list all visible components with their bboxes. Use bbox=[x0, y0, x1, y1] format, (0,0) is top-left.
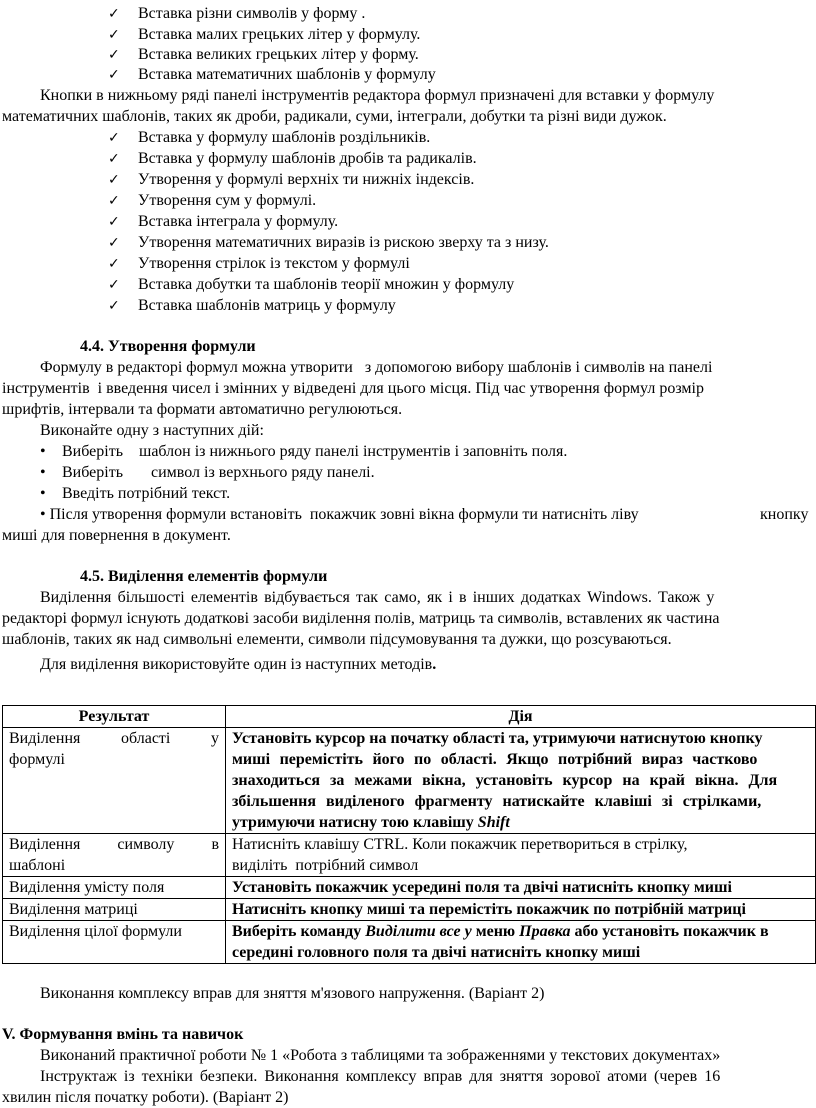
bullet-icon: • bbox=[40, 464, 46, 481]
cell-word: області bbox=[121, 730, 171, 747]
cell-line: збільшення виділеного фрагменту натискайте клавіші зі стрілками, bbox=[232, 793, 762, 810]
table-row bbox=[3, 834, 816, 877]
paragraph-line: • Після утворення формули встановіть покажчик зовні вікна формули ти натисніть ліву bbox=[40, 506, 639, 523]
section-heading: 4.5. Виділення елементів формули bbox=[80, 568, 328, 585]
checkmark-icon: ✓ bbox=[108, 193, 120, 209]
checkmark-icon: ✓ bbox=[108, 214, 120, 230]
paragraph-line: Формулу в редакторі формул можна утворити з допомогою вибору шаблонів і символів на панелі bbox=[40, 359, 713, 376]
checkmark-icon: ✓ bbox=[108, 151, 120, 167]
cell-line: знаходиться за межами вікна, установіть курсор на край вікна. Для bbox=[232, 772, 778, 789]
methods-table bbox=[2, 705, 816, 964]
cell-text: або установіть покажчик в bbox=[570, 923, 769, 940]
cell-line bbox=[232, 812, 809, 833]
section-heading: V. Формування вмінь та навичок bbox=[2, 1026, 244, 1043]
cell-line: середині головного поля та двічі натисніть кнопку миші bbox=[232, 944, 641, 961]
checklist-item-text: Вставка математичних шаблонів у формулу bbox=[138, 66, 436, 83]
checklist-item-text: Утворення сум у формулі. bbox=[138, 192, 317, 209]
paragraph-line: Виконання комплексу вправ для зняття м'язового напруження. (Варіант 2) bbox=[40, 985, 545, 1002]
cell-word: у bbox=[210, 730, 219, 747]
table-cell bbox=[226, 728, 816, 834]
paragraph-period: . bbox=[432, 656, 437, 673]
checkmark-icon: ✓ bbox=[108, 130, 120, 146]
paragraph-line: Виділення більшості елементів відбувається так само, як і в інших додатках Windows. Також у bbox=[40, 589, 715, 606]
checklist-item-text: Вставка шаблонів матриць у формулу bbox=[138, 297, 396, 314]
cell-text-italic: Shift bbox=[477, 814, 510, 831]
cell-line: формулі bbox=[9, 751, 65, 768]
section-heading: 4.4. Утворення формули bbox=[80, 338, 256, 355]
paragraph-text: Для виділення використовуйте один із наступних методів bbox=[40, 656, 433, 673]
bullet-item-text: Виберіть символ із верхнього ряду панелі. bbox=[62, 464, 375, 481]
checklist-item-text: Вставка великих грецьких літер у форму. bbox=[138, 46, 419, 63]
checkmark-icon: ✓ bbox=[108, 235, 120, 251]
table-cell bbox=[226, 921, 816, 964]
paragraph-line: Виконайте одну з наступних дій: bbox=[40, 422, 264, 439]
cell-text: Виберіть команду bbox=[232, 923, 366, 940]
checkmark-icon: ✓ bbox=[108, 67, 120, 83]
bullet-item-text: Введіть потрібний текст. bbox=[62, 485, 231, 502]
paragraph-line: шаблонів, таких як над символьні елементи, символи підсумовування та дужки, що розсуваються. bbox=[2, 631, 672, 648]
table-row bbox=[3, 877, 816, 899]
table-cell: Виділення умісту поля bbox=[3, 877, 226, 899]
justified-line bbox=[40, 1067, 814, 1087]
cell-line: Натисніть клавішу CTRL. Коли покажчик перетвориться в стрілку, bbox=[232, 836, 688, 853]
checkmark-icon: ✓ bbox=[108, 27, 120, 43]
paragraph-line: хвилин після початку роботи). (Варіант 2) bbox=[2, 1089, 289, 1106]
justified-line bbox=[40, 588, 814, 608]
table-header-cell: Результат bbox=[3, 706, 226, 728]
cell-text: меню bbox=[471, 923, 520, 940]
checkmark-icon: ✓ bbox=[108, 6, 120, 22]
cell-line bbox=[232, 921, 809, 942]
checkmark-icon: ✓ bbox=[108, 298, 120, 314]
paragraph-line: математичних шаблонів, таких як дроби, радикали, суми, інтеграли, добутки та різні види дужок. bbox=[2, 108, 667, 125]
cell-line: виділіть потрібний символ bbox=[232, 857, 419, 874]
table-row bbox=[3, 899, 816, 921]
cell-word: Виділення bbox=[9, 730, 81, 747]
table-cell: Виділення цілої формули bbox=[3, 921, 226, 964]
checklist-item-text: Вставка у формулу шаблонів дробів та радикалів. bbox=[138, 150, 477, 167]
table-cell: Установіть покажчик усередині поля та двічі натисніть кнопку миші bbox=[226, 877, 816, 899]
paragraph-line: редакторі формул існують додаткові засоби виділення полів, матриць та символів, вставлених як частина bbox=[2, 610, 720, 627]
table-cell bbox=[3, 834, 226, 877]
cell-text-italic: Виділити все у bbox=[365, 923, 472, 940]
checklist-item-text: Вставка у формулу шаблонів роздільників. bbox=[138, 129, 431, 146]
checkmark-icon: ✓ bbox=[108, 47, 120, 63]
checklist-item-text: Утворення у формулі верхніх ти нижніх індексів. bbox=[138, 171, 475, 188]
table-row bbox=[3, 921, 816, 964]
checklist-item-text: Вставка малих грецьких літер у формулу. bbox=[138, 26, 421, 43]
table-cell: Натисніть кнопку миші та перемістіть покажчик по потрібній матриці bbox=[226, 899, 816, 921]
paragraph-line: Кнопки в нижньому ряді панелі інструментів редактора формул призначені для вставки у формулу bbox=[40, 87, 715, 104]
bullet-icon: • bbox=[40, 485, 46, 502]
cell-line: миші перемістіть його по області. Якщо потрібний вираз частково bbox=[232, 751, 758, 768]
checklist-item-text: Утворення стрілок із текстом у формулі bbox=[138, 255, 410, 272]
paragraph-line: інструментів і введення чисел і змінних у відведені для цього місця. Під час утворення формул розмір bbox=[2, 380, 704, 397]
table-row bbox=[3, 728, 816, 834]
paragraph-line: миші для повернення в документ. bbox=[2, 527, 231, 544]
checkmark-icon: ✓ bbox=[108, 256, 120, 272]
bullet-icon: • bbox=[40, 443, 46, 460]
cell-word: в bbox=[211, 836, 219, 853]
checkmark-icon: ✓ bbox=[108, 277, 120, 293]
table-cell bbox=[3, 728, 226, 834]
checkmark-icon: ✓ bbox=[108, 172, 120, 188]
cell-text: утримуючи натисну тою клавішу bbox=[232, 814, 478, 831]
paragraph-line bbox=[40, 655, 436, 675]
paragraph-line: Виконаний практичної роботи № 1 «Робота з таблицями та зображеннями у текстових документах» bbox=[40, 1047, 721, 1064]
checklist-item-text: Вставка добутки та шаблонів теорії множин у формулу bbox=[138, 276, 515, 293]
cell-text-italic: Правка bbox=[519, 923, 571, 940]
table-header-cell: Дія bbox=[226, 706, 816, 728]
cell-line: шаблоні bbox=[9, 857, 66, 874]
cell-word: Виділення bbox=[9, 836, 81, 853]
checklist-item-text: Вставка різни символів у форму . bbox=[138, 5, 366, 22]
table-header-row bbox=[3, 706, 816, 728]
cell-word: символу bbox=[117, 836, 175, 853]
paragraph-line: шрифтів, інтервали та формати автоматично регулюються. bbox=[2, 401, 403, 418]
table-cell: Виділення матриці bbox=[3, 899, 226, 921]
table-cell bbox=[226, 834, 816, 877]
paragraph-line: Інструктаж із техніки безпеки. Виконання комплексу вправ для зняття зорової атоми (черев 16 bbox=[40, 1068, 721, 1085]
cell-line bbox=[9, 834, 219, 855]
bullet-item-text: Виберіть шаблон із нижнього ряду панелі інструментів і заповніть поля. bbox=[62, 443, 568, 460]
paragraph-word: кнопку bbox=[760, 506, 809, 523]
checklist-item-text: Вставка інтеграла у формулу. bbox=[138, 213, 339, 230]
cell-line bbox=[9, 728, 219, 749]
checklist-item-text: Утворення математичних виразів із рискою зверху та з низу. bbox=[138, 234, 549, 251]
cell-line: Установіть курсор на початку області та, утримуючи натиснутою кнопку bbox=[232, 730, 763, 747]
